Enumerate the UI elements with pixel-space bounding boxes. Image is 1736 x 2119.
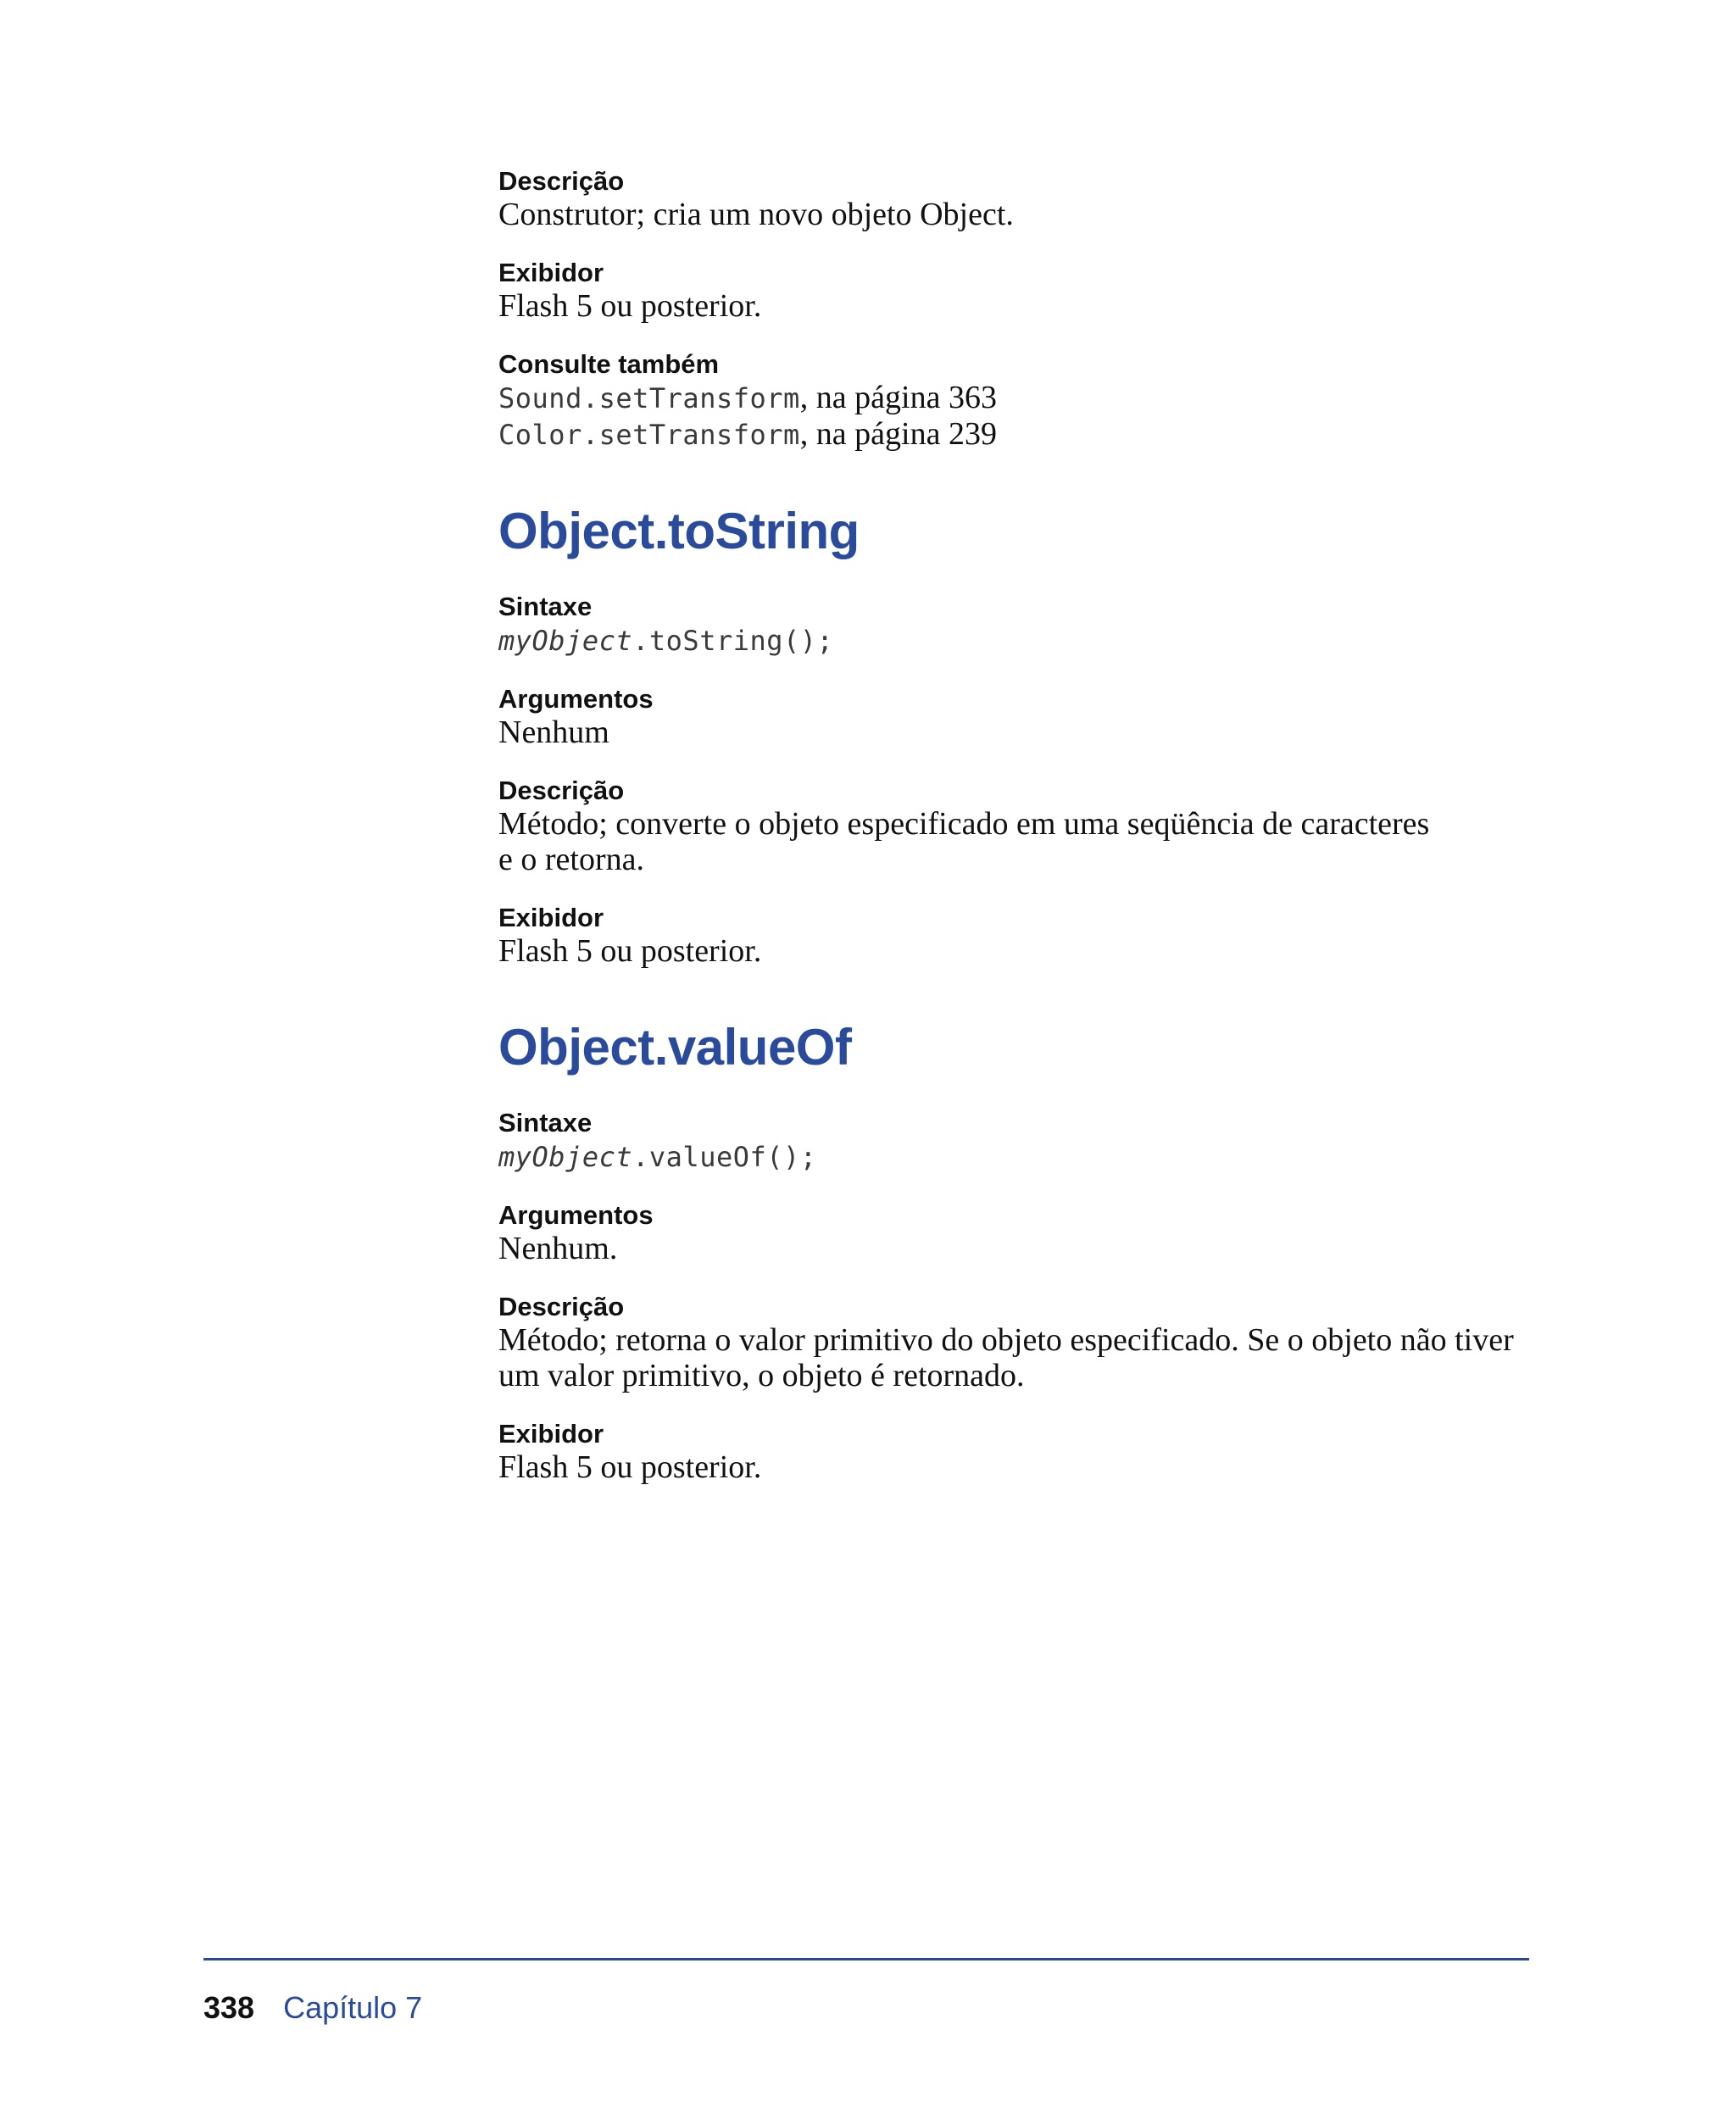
descricao-label: Descrição <box>498 776 625 805</box>
see-also-ref: , na página 239 <box>799 416 997 452</box>
valueof-heading: Object.valueOf <box>498 1019 852 1076</box>
exibidor-text: Flash 5 ou posterior. <box>498 1449 762 1485</box>
argumentos-label: Argumentos <box>498 1200 654 1230</box>
see-also-item <box>498 380 1541 416</box>
exibidor-text: Flash 5 ou posterior. <box>498 933 762 969</box>
argumentos-text: Nenhum. <box>498 1231 618 1266</box>
argumentos-label: Argumentos <box>498 684 654 714</box>
consulte-label: Consulte também <box>498 349 720 379</box>
page-content <box>498 166 1541 1510</box>
sintaxe-method: .valueOf(); <box>632 1141 817 1173</box>
see-also-code-link[interactable]: Color.setTransform <box>498 419 800 451</box>
constructor-section <box>498 166 1541 453</box>
descricao-line: um valor primitivo, o objeto é retornado. <box>498 1358 1025 1393</box>
sintaxe-method: .toString(); <box>632 625 834 657</box>
sintaxe-label: Sintaxe <box>498 592 593 621</box>
descricao-line: e o retorna. <box>498 842 644 877</box>
sintaxe-code <box>498 1138 1541 1175</box>
sintaxe-label: Sintaxe <box>498 1108 593 1137</box>
see-also-code-link[interactable]: Sound.setTransform <box>498 382 800 414</box>
exibidor-text: Flash 5 ou posterior. <box>498 288 762 324</box>
exibidor-label: Exibidor <box>498 903 604 932</box>
descricao-text: Construtor; cria um novo objeto Object. <box>498 197 1014 232</box>
sintaxe-object: myObject <box>498 625 633 657</box>
see-also-ref: , na página 363 <box>799 380 997 415</box>
descricao-label: Descrição <box>498 166 625 196</box>
exibidor-label: Exibidor <box>498 258 604 287</box>
tostring-section <box>498 502 1541 969</box>
exibidor-label: Exibidor <box>498 1419 604 1449</box>
valueof-section <box>498 1018 1541 1485</box>
see-also-item <box>498 416 1541 453</box>
descricao-line: Método; retorna o valor primitivo do objeto especificado. Se o objeto não tiver <box>498 1322 1514 1358</box>
footer-divider <box>203 1958 1529 1960</box>
argumentos-text: Nenhum <box>498 715 609 750</box>
sintaxe-object: myObject <box>498 1141 633 1173</box>
descricao-label: Descrição <box>498 1292 625 1321</box>
descricao-line: Método; converte o objeto especificado em uma seqüência de caracteres <box>498 806 1430 842</box>
page-number: 338 <box>203 1990 255 2025</box>
tostring-heading: Object.toString <box>498 503 860 559</box>
sintaxe-code <box>498 622 1541 659</box>
page-footer <box>203 1990 422 2026</box>
chapter-label: Capítulo 7 <box>283 1990 423 2025</box>
